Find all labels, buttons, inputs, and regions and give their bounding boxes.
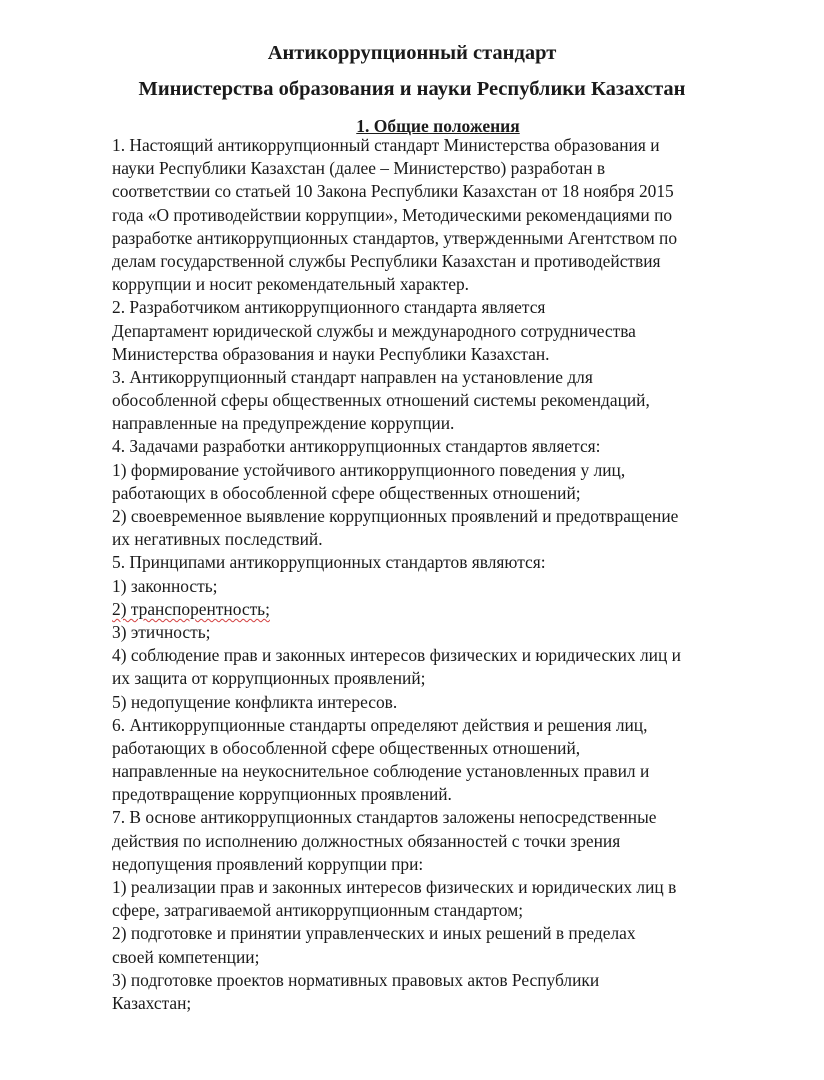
- text-line: действия по исполнению должностных обязанностей с точки зрения: [112, 830, 621, 851]
- text-line: 6. Антикоррупционные стандарты определяют действия и решения лиц,: [112, 714, 648, 735]
- text-line: своей компетенции;: [112, 946, 260, 967]
- document-title: Антикоррупционный стандарт: [267, 42, 557, 64]
- text-line: делам государственной службы Республики Казахстан и противодействия: [112, 250, 661, 271]
- text-line: сфере, затрагиваемой антикоррупционным стандартом;: [112, 900, 524, 921]
- spellcheck-flagged-text: 2) транспорентность;: [112, 598, 270, 619]
- text-line: Министерства образования и науки Республики Казахстан.: [112, 343, 550, 364]
- text-line: 1) формирование устойчивого антикоррупционного поведения у лиц,: [112, 459, 626, 480]
- text-line: работающих в обособленной сфере общественных отношений;: [112, 482, 581, 503]
- text-line: 4. Задачами разработки антикоррупционных стандартов является:: [112, 436, 601, 457]
- text-line: 3) этичность;: [112, 621, 211, 642]
- text-line: работающих в обособленной сфере общественных отношений,: [112, 737, 581, 758]
- text-line: 4) соблюдение прав и законных интересов физических и юридических лиц и: [112, 645, 681, 666]
- text-line: 2) подготовке и принятии управленческих и иных решений в пределах: [112, 923, 636, 944]
- text-line: 1) законность;: [112, 575, 218, 596]
- text-line: 2) своевременное выявление коррупционных проявлений и предотвращение: [112, 506, 679, 526]
- text-line: направленные на предупреждение коррупции.: [112, 413, 455, 434]
- text-line: предотвращение коррупционных проявлений.: [112, 784, 452, 805]
- text-line: 1) реализации прав и законных интересов физических и юридических лиц в: [112, 877, 677, 897]
- text-line: 3. Антикоррупционный стандарт направлен на установление для: [112, 366, 593, 387]
- section-heading: 1. Общие положения: [356, 116, 520, 136]
- text-line: 2. Разработчиком антикоррупционного стандарта является: [112, 297, 546, 318]
- text-line-misspelled: [112, 598, 772, 621]
- text-line: Департамент юридической службы и международного сотрудничества: [112, 320, 636, 341]
- text-line: года «О противодействии коррупции», Методическими рекомендациями по: [112, 204, 673, 225]
- text-line: 7. В основе антикоррупционных стандартов заложены непосредственные: [112, 807, 657, 828]
- document-subtitle: Министерства образования и науки Республики Казахстан: [138, 78, 686, 100]
- text-line: недопущения проявлений коррупции при:: [112, 853, 424, 874]
- text-line: науки Республики Казахстан (далее – Министерство) разработан в: [112, 158, 606, 179]
- text-line: соответствии со статьей 10 Закона Республики Казахстан от 18 ноября 2015: [112, 181, 674, 202]
- text-line: их негативных последствий.: [112, 529, 323, 550]
- text-line: направленные на неукоснительное соблюдение установленных правил и: [112, 761, 650, 782]
- text-line: разработке антикоррупционных стандартов, утвержденными Агентством по: [112, 227, 678, 248]
- text-line: 5) недопущение конфликта интересов.: [112, 691, 398, 712]
- text-line: Казахстан;: [112, 992, 192, 1013]
- text-line: коррупции и носит рекомендательный характер.: [112, 274, 469, 295]
- text-line: 5. Принципами антикоррупционных стандартов являются:: [112, 552, 546, 573]
- text-line: обособленной сферы общественных отношений системы рекомендаций,: [112, 390, 650, 411]
- text-line: их защита от коррупционных проявлений;: [112, 668, 426, 689]
- text-line: 3) подготовке проектов нормативных правовых актов Республики: [112, 969, 600, 990]
- text-line: 1. Настоящий антикоррупционный стандарт Министерства образования и: [112, 135, 660, 155]
- document-body: [112, 134, 772, 1015]
